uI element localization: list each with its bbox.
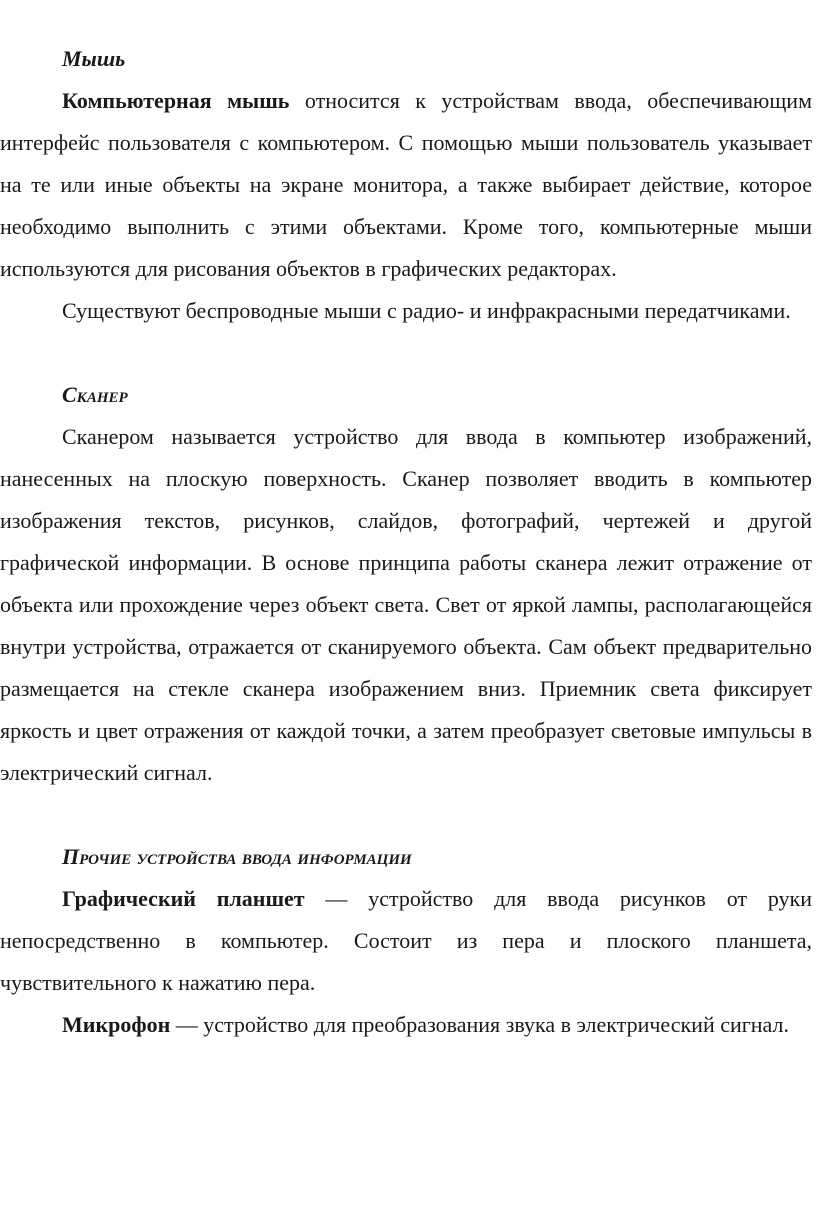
paragraph-microphone xyxy=(0,1004,812,1046)
paragraph-text: — устройство для ввода рисунков от руки непосредственно в компьютер. Состоит из пера и плоского планшета, чувствительного к нажатию пера. xyxy=(0,886,812,995)
paragraph-graphics-tablet xyxy=(0,878,812,1004)
term-microphone: Микрофон xyxy=(62,1012,171,1037)
paragraph-text: относится к устройствам ввода, обеспечивающим интерфейс пользователя с компьютером. С помощью мыши пользователь указывает на те или иные объекты на экране монитора, а также выбирает действие, которое необходимо выполнить с этими объектами. Кроме того, компьютерные мыши используются для рисования объектов в графических редакторах. xyxy=(0,88,812,281)
paragraph-text: Существуют беспроводные мыши с радио- и инфракрасными передатчиками. xyxy=(62,298,791,323)
section-gap xyxy=(0,794,812,836)
section-heading-mouse: Мышь xyxy=(62,46,126,71)
section-gap xyxy=(0,332,812,374)
paragraph-scanner-definition xyxy=(0,416,812,794)
term-computer-mouse: Компьютерная мышь xyxy=(62,88,290,113)
paragraph-mouse-definition xyxy=(0,80,812,290)
paragraph-wireless-mice xyxy=(0,290,812,332)
section-heading-scanner: Сканер xyxy=(62,382,128,407)
section-heading-other-input-devices: Прочие устройства ввода информации xyxy=(62,844,412,869)
paragraph-text: Сканером называется устройство для ввода в компьютер изображений, нанесенных на плоскую поверхность. Сканер позволяет вводить в компьютер изображения текстов, рисунков, слайдов, фотографий, чертежей и другой графической информации. В основе принципа работы сканера лежит отражение от объекта или прохождение через объект света. Свет от яркой лампы, располагающейся внутри устройства, отражается от сканируемого объекта. Сам объект предварительно размещается на стекле сканера изображением вниз. Приемник света фиксирует яркость и цвет отражения от каждой точки, а затем преобразует световые импульсы в электрический сигнал. xyxy=(0,424,812,785)
term-graphics-tablet: Графический планшет xyxy=(62,886,305,911)
paragraph-text: — устройство для преобразования звука в электрический сигнал. xyxy=(170,1012,789,1037)
